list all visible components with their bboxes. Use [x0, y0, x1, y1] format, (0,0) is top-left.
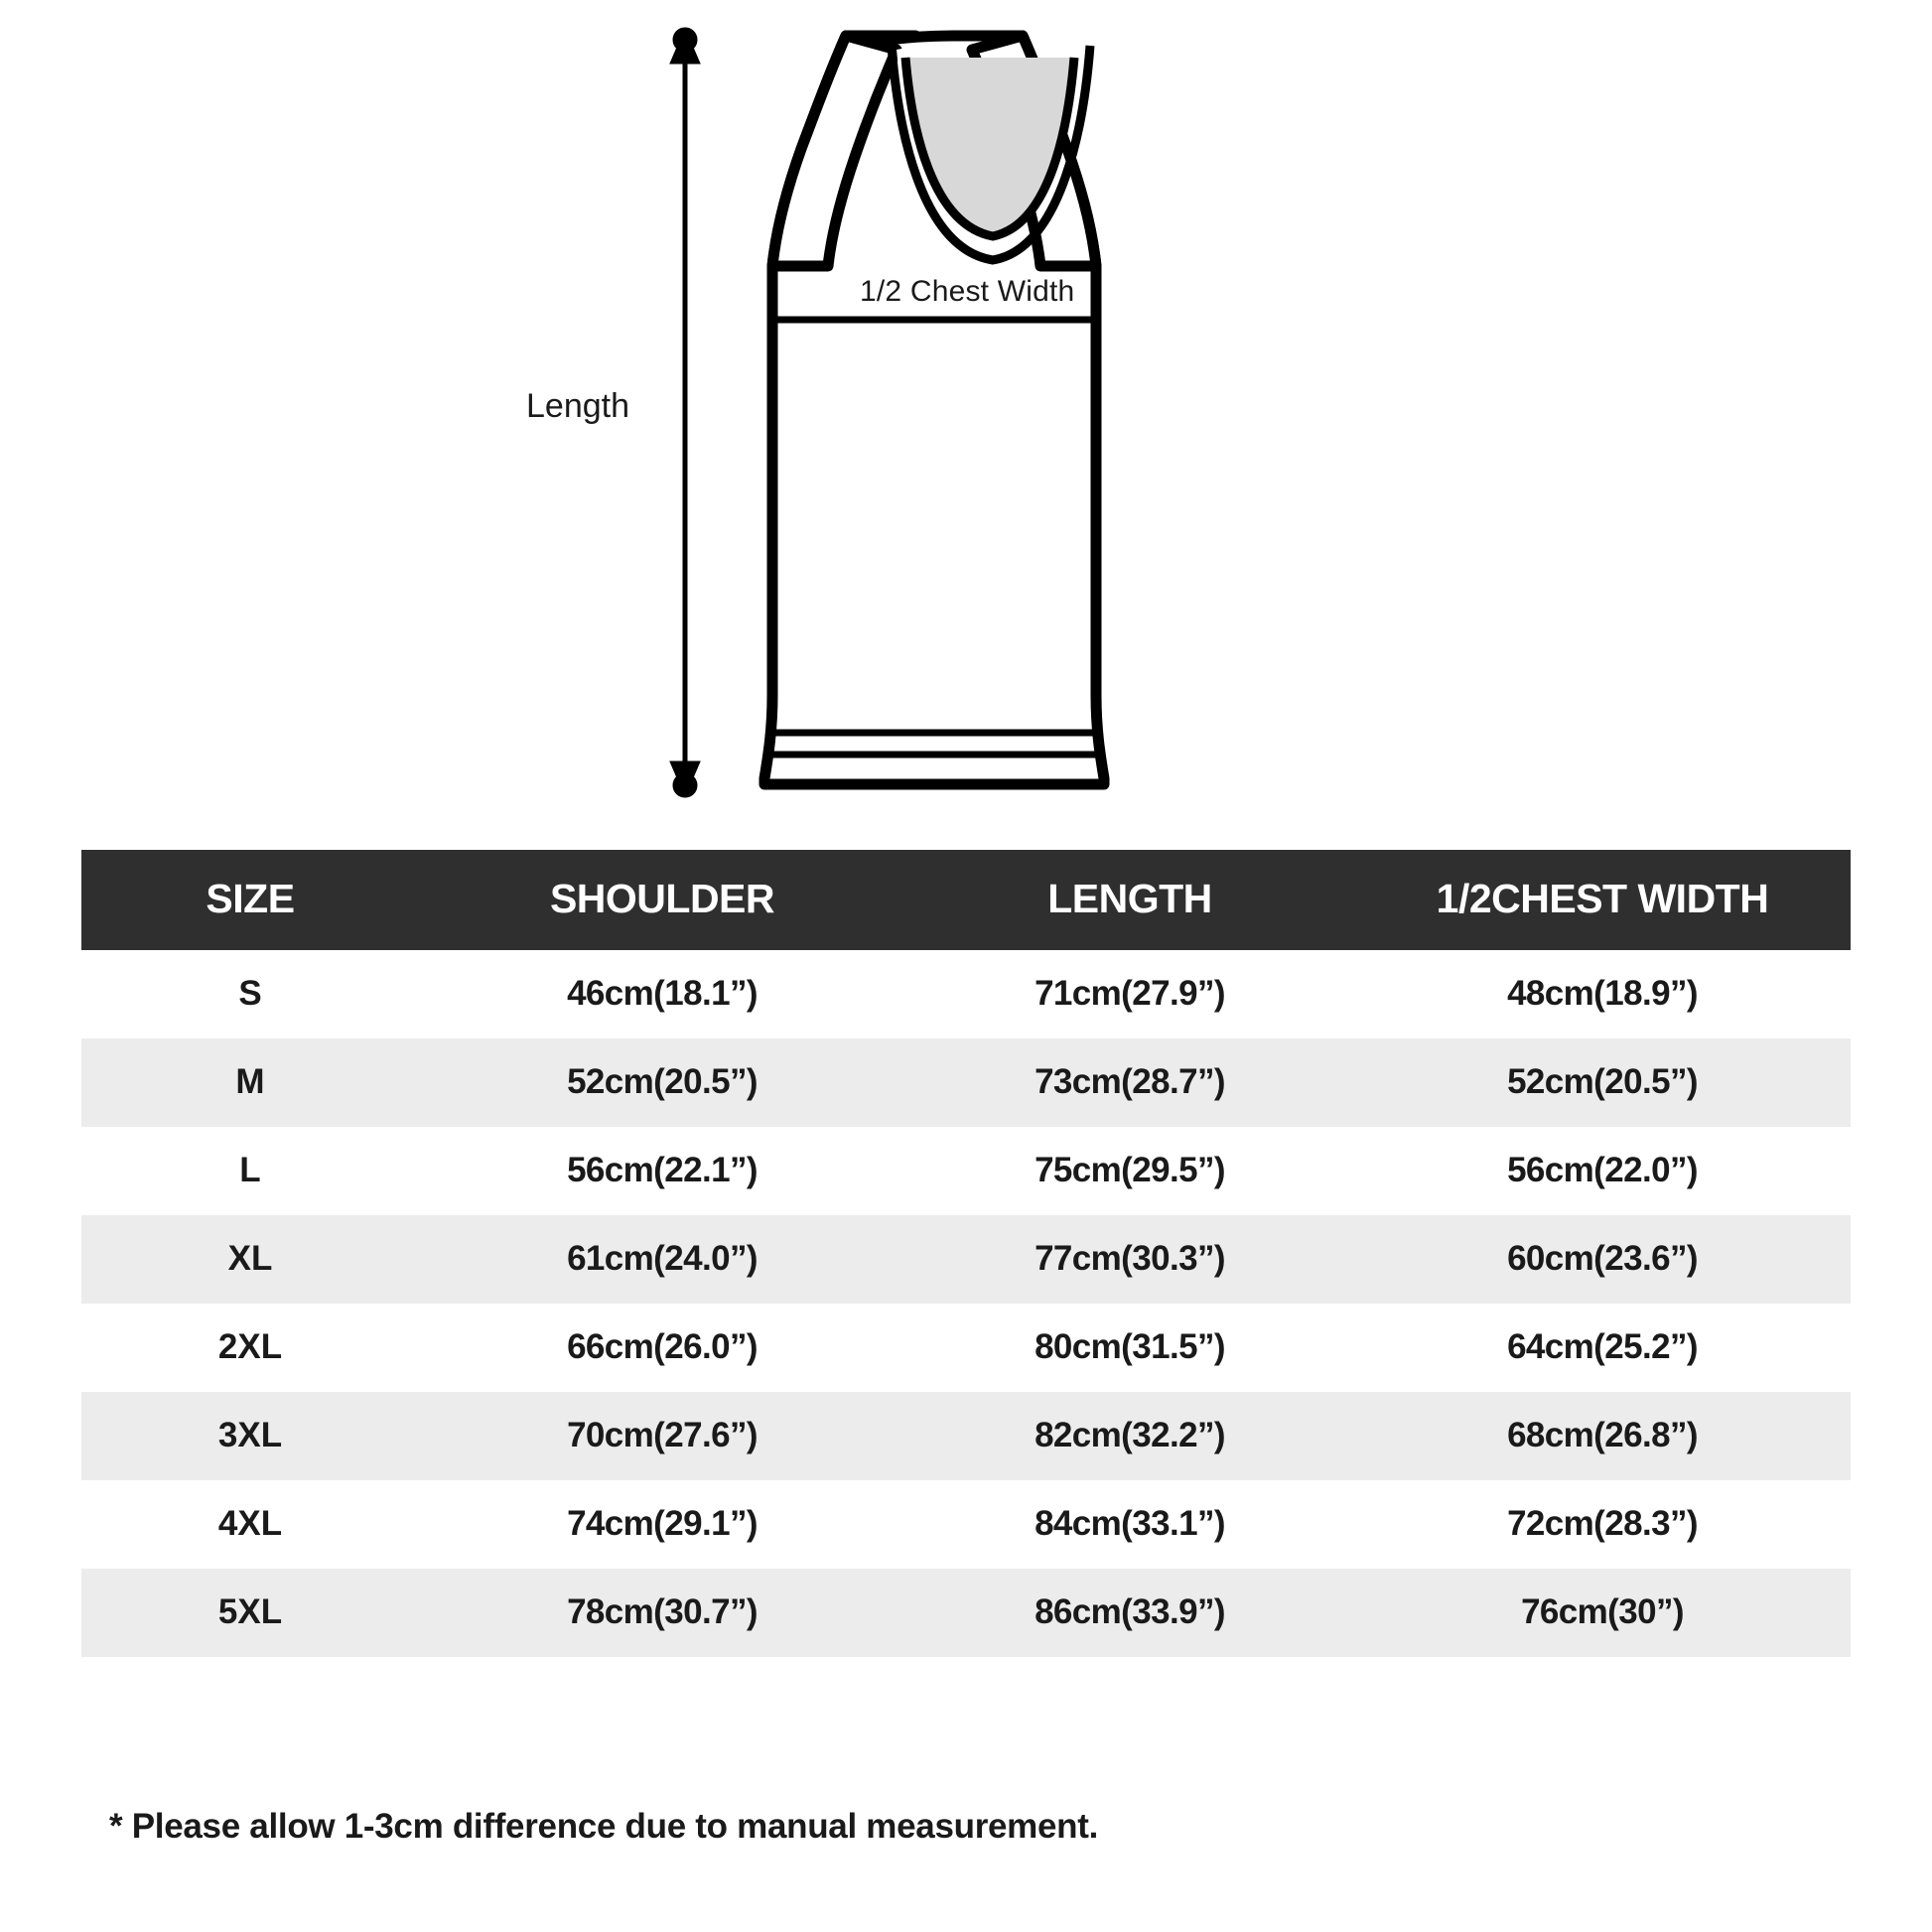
- cell-size: 2XL: [81, 1304, 419, 1392]
- cell-chest: 64cm(25.2”): [1354, 1304, 1851, 1392]
- cell-length: 86cm(33.9”): [905, 1569, 1354, 1657]
- table-row: [81, 1569, 1851, 1657]
- cell-size: 4XL: [81, 1480, 419, 1569]
- size-table: [81, 850, 1851, 1657]
- cell-size: 5XL: [81, 1569, 419, 1657]
- table-row: [81, 950, 1851, 1038]
- cell-shoulder: 78cm(30.7”): [419, 1569, 905, 1657]
- cell-length: 77cm(30.3”): [905, 1215, 1354, 1304]
- cell-chest: 76cm(30”): [1354, 1569, 1851, 1657]
- table-row: [81, 1038, 1851, 1127]
- table-row: [81, 1127, 1851, 1215]
- cell-shoulder: 74cm(29.1”): [419, 1480, 905, 1569]
- cell-length: 75cm(29.5”): [905, 1127, 1354, 1215]
- cell-chest: 52cm(20.5”): [1354, 1038, 1851, 1127]
- length-arrow: [673, 30, 697, 795]
- header-size: SIZE: [81, 850, 419, 950]
- cell-size: L: [81, 1127, 419, 1215]
- cell-length: 84cm(33.1”): [905, 1480, 1354, 1569]
- cell-length: 82cm(32.2”): [905, 1392, 1354, 1480]
- table-row: [81, 1304, 1851, 1392]
- garment-diagram: [0, 0, 1932, 824]
- cell-size: XL: [81, 1215, 419, 1304]
- table-body: [81, 950, 1851, 1657]
- table-header-row: [81, 850, 1851, 950]
- cell-length: 71cm(27.9”): [905, 950, 1354, 1038]
- table-row: [81, 1392, 1851, 1480]
- cell-length: 80cm(31.5”): [905, 1304, 1354, 1392]
- cell-shoulder: 52cm(20.5”): [419, 1038, 905, 1127]
- chest-width-label: 1/2 Chest Width: [860, 275, 1075, 308]
- measurement-note: * Please allow 1-3cm difference due to manual measurement.: [109, 1807, 1099, 1846]
- cell-chest: 68cm(26.8”): [1354, 1392, 1851, 1480]
- cell-shoulder: 70cm(27.6”): [419, 1392, 905, 1480]
- length-label: Length: [526, 387, 629, 425]
- cell-chest: 48cm(18.9”): [1354, 950, 1851, 1038]
- cell-shoulder: 66cm(26.0”): [419, 1304, 905, 1392]
- cell-shoulder: 61cm(24.0”): [419, 1215, 905, 1304]
- header-shoulder: SHOULDER: [419, 850, 905, 950]
- tank-top-illustration: [0, 0, 1932, 824]
- cell-size: M: [81, 1038, 419, 1127]
- cell-size: 3XL: [81, 1392, 419, 1480]
- header-chest: 1/2CHEST WIDTH: [1354, 850, 1851, 950]
- cell-chest: 72cm(28.3”): [1354, 1480, 1851, 1569]
- cell-shoulder: 46cm(18.1”): [419, 950, 905, 1038]
- table-row: [81, 1215, 1851, 1304]
- cell-size: S: [81, 950, 419, 1038]
- cell-chest: 60cm(23.6”): [1354, 1215, 1851, 1304]
- cell-chest: 56cm(22.0”): [1354, 1127, 1851, 1215]
- table-head: [81, 850, 1851, 950]
- header-length: LENGTH: [905, 850, 1354, 950]
- table-row: [81, 1480, 1851, 1569]
- size-table-container: [81, 850, 1851, 1657]
- cell-shoulder: 56cm(22.1”): [419, 1127, 905, 1215]
- cell-length: 73cm(28.7”): [905, 1038, 1354, 1127]
